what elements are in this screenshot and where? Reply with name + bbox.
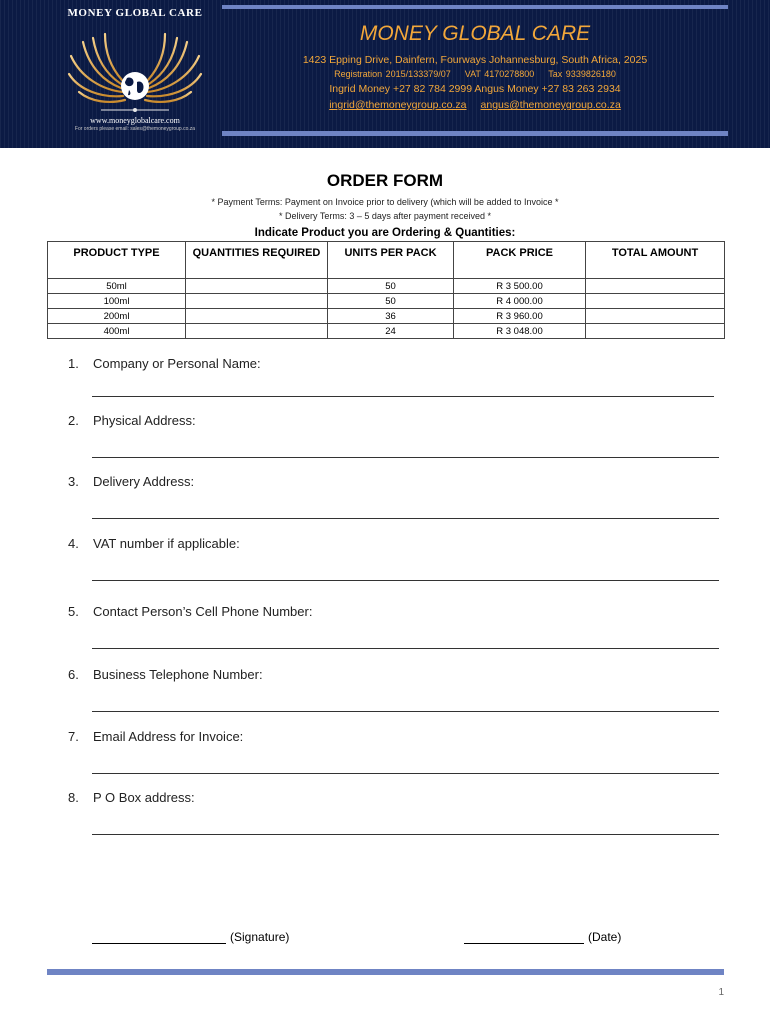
product-cell: 400ml — [48, 324, 186, 339]
logo-subline: For orders please email: sales@themoneygroup.co.za — [74, 126, 196, 132]
question-number: 6. — [68, 667, 79, 682]
table-caption: Indicate Product you are Ordering & Quantities: — [254, 227, 516, 239]
question-number: 5. — [68, 604, 79, 619]
question-label: Contact Person’s Cell Phone Number: — [93, 604, 313, 619]
date-label: (Date) — [588, 930, 622, 944]
header-product-type: PRODUCT TYPE — [48, 242, 186, 279]
total-cell[interactable] — [586, 294, 725, 309]
registration-number: Registration 2015/133379/07 — [334, 69, 451, 79]
company-name: MONEY GLOBAL CARE — [359, 22, 591, 45]
question-number: 7. — [68, 729, 79, 744]
question-cell-phone — [68, 604, 312, 619]
answer-line-delivery-address[interactable] — [92, 518, 719, 519]
header-units-per-pack: UNITS PER PACK — [328, 242, 454, 279]
question-number: 4. — [68, 536, 79, 551]
table-header-row — [48, 242, 725, 279]
payment-terms: * Payment Terms: Payment on Invoice prior to delivery (which will be added to Invoice * — [211, 197, 559, 207]
header-rule-bottom — [222, 131, 728, 136]
page-number: 1 — [718, 987, 724, 998]
logo-name: MONEY GLOBAL CARE — [67, 7, 203, 19]
question-number: 3. — [68, 474, 79, 489]
question-label: Delivery Address: — [93, 474, 195, 489]
question-label: VAT number if applicable: — [93, 536, 240, 551]
question-po-box — [68, 790, 195, 805]
form-title: ORDER FORM — [326, 171, 444, 190]
quantity-cell[interactable] — [186, 279, 328, 294]
delivery-terms: * Delivery Terms: 3 – 5 days after payment received * — [279, 211, 491, 221]
product-table — [47, 241, 725, 339]
units-cell: 24 — [328, 324, 454, 339]
product-cell: 200ml — [48, 309, 186, 324]
date-block — [464, 930, 621, 944]
question-label: P O Box address: — [93, 790, 195, 805]
signature-label: (Signature) — [230, 930, 290, 944]
table-row — [48, 324, 725, 339]
header-pack-price: PACK PRICE — [454, 242, 586, 279]
question-label: Company or Personal Name: — [93, 356, 261, 371]
table-row — [48, 309, 725, 324]
quantity-cell[interactable] — [186, 294, 328, 309]
table-row — [48, 279, 725, 294]
logo-url: www.moneyglobalcare.com — [90, 116, 180, 125]
footer-rule — [47, 969, 724, 975]
quantity-cell[interactable] — [186, 309, 328, 324]
company-address: 1423 Epping Drive, Dainfern, Fourways Johannesburg, South Africa, 2025 — [302, 54, 648, 66]
product-cell: 50ml — [48, 279, 186, 294]
question-label: Email Address for Invoice: — [93, 729, 244, 744]
answer-line-vat-number[interactable] — [92, 580, 719, 581]
header-banner — [0, 0, 770, 148]
total-cell[interactable] — [586, 309, 725, 324]
answer-line-company-name[interactable] — [92, 396, 714, 397]
question-vat-number — [68, 536, 240, 551]
answer-line-physical-address[interactable] — [92, 457, 719, 458]
question-physical-address — [68, 413, 196, 428]
answer-line-business-telephone[interactable] — [92, 711, 719, 712]
contact-numbers: Ingrid Money +27 82 784 2999 Angus Money +27 83 263 2934 — [329, 83, 621, 95]
question-business-telephone — [68, 667, 263, 682]
company-logo — [60, 6, 210, 144]
question-invoice-email — [68, 729, 243, 744]
question-label: Physical Address: — [93, 413, 196, 428]
answer-line-invoice-email[interactable] — [92, 773, 719, 774]
signature-block — [92, 930, 289, 944]
price-cell: R 3 500.00 — [454, 279, 586, 294]
units-cell: 50 — [328, 279, 454, 294]
question-number: 1. — [68, 356, 79, 371]
question-number: 2. — [68, 413, 79, 428]
header-total-amount: TOTAL AMOUNT — [586, 242, 725, 279]
vat-number: VAT 4170278800 — [464, 69, 535, 79]
quantity-cell[interactable] — [186, 324, 328, 339]
registration-line — [222, 69, 728, 79]
winged-globe-icon — [65, 22, 205, 114]
email-link-ingrid[interactable]: ingrid@themoneygroup.co.za — [329, 99, 467, 111]
units-cell: 50 — [328, 294, 454, 309]
signature-line[interactable] — [92, 932, 226, 944]
question-label: Business Telephone Number: — [93, 667, 263, 682]
email-link-angus[interactable]: angus@themoneygroup.co.za — [480, 99, 621, 111]
date-line[interactable] — [464, 932, 584, 944]
header-quantities: QUANTITIES REQUIRED — [186, 242, 328, 279]
price-cell: R 4 000.00 — [454, 294, 586, 309]
header-rule-top — [222, 5, 728, 9]
total-cell[interactable] — [586, 324, 725, 339]
price-cell: R 3 960.00 — [454, 309, 586, 324]
price-cell: R 3 048.00 — [454, 324, 586, 339]
table-row — [48, 294, 725, 309]
question-number: 8. — [68, 790, 79, 805]
question-company-name — [68, 356, 261, 371]
answer-line-cell-phone[interactable] — [92, 648, 719, 649]
email-line — [222, 99, 728, 111]
question-delivery-address — [68, 474, 194, 489]
tax-number: Tax 9339826180 — [548, 69, 616, 79]
product-cell: 100ml — [48, 294, 186, 309]
total-cell[interactable] — [586, 279, 725, 294]
units-cell: 36 — [328, 309, 454, 324]
answer-line-po-box[interactable] — [92, 834, 719, 835]
